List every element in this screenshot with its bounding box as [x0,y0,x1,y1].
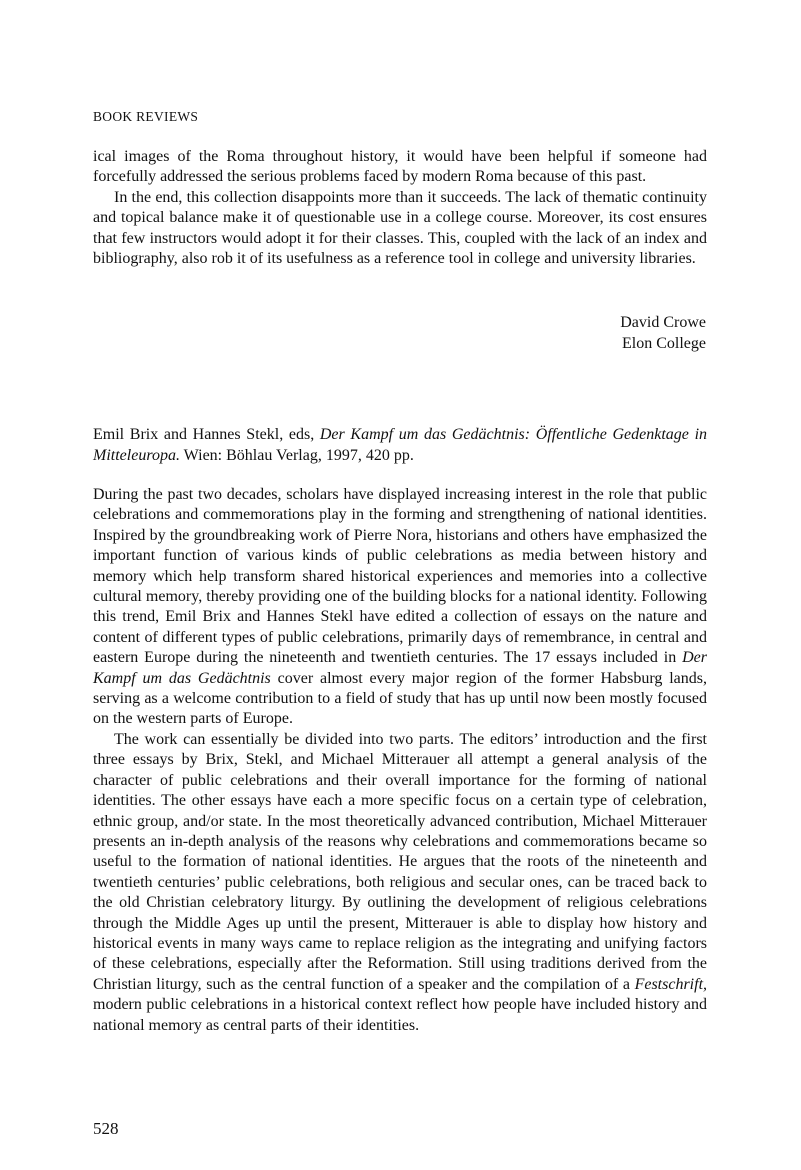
book-citation [93,424,707,466]
review-paragraph [93,485,707,730]
review-term: Festschrift, [634,975,708,993]
review-text: The work can essentially be divided into two parts. The editors’ introduction and the first three essays by Brix, Stekl, and Michael Mitterauer all attempt a general analysis of the character of public celebrations and their overall importance for the forming of national identities. The other essays have each a more specific focus on a certain type of celebration, ethnic group, and/or state. In the most theoretically advanced contribution, Michael Mitterauer presents an in-depth analysis of the reasons why celebrations and commemorations became so useful to the formation of national identities. He argues that the roots of the nineteenth and twentieth centuries’ public celebrations, both religious and secular ones, can be traced back to the old Christian celebratory liturgy. By outlining the development of religious celebrations through the Middle Ages up until the present, Mitterauer is able to display how history and historical events in many ways came to replace religion as the integrating and unifying factors of these celebrations, especially after the Reformation. Still using traditions derived from the Christian liturgy, such as the central function of a speaker and the compilation of a [93,730,707,993]
previous-review-paragraph: In the end, this collection disappoints more than it succeeds. The lack of thematic continuity and topical balance make it of questionable use in a college course. Moreover, its cost ensures that few instructors would adopt it for their classes. This, coupled with the lack of an index and bibliography, also rob it of its usefulness as a reference tool in college and university libraries. [93,188,707,268]
review-text: modern public celebrations in a historical context reflect how people have included history and national memory as central parts of their identities. [93,996,707,1034]
review-body [93,485,707,1036]
citation-editors: Emil Brix and Hannes Stekl, eds, [93,426,315,443]
review-text: During the past two decades, scholars have displayed increasing interest in the role that public celebrations and commemorations play in the forming and strengthening of national identities. Inspired by the groundbreaking work of Pierre Nora, historians and others have emphasized the important function of various kinds of public celebrations as media between history and memory which help transform shared historical experiences and memories into a collective cultural memory, thereby providing one of the building blocks for a national identity. Following this trend, Emil Brix and Hannes Stekl have edited a collection of essays on the nature and content of different types of public celebrations, primarily days of remembrance, in central and eastern Europe during the nineteenth and twentieth centuries. The 17 essays included in [93,486,707,667]
review-paragraph [93,730,707,1036]
running-head: BOOK REVIEWS [93,109,199,124]
page-number: 528 [93,1119,119,1138]
previous-review-paragraph: ical images of the Roma throughout history, it would have been helpful if someone had forcefully addressed the serious problems faced by modern Roma because of this past. [93,148,707,186]
review-book-title: Der Kampf um das Gedächtnis [93,649,708,687]
reviewer-name: David Crowe [620,314,706,331]
citation-publication: Wien: Böhlau Verlag, 1997, 420 pp. [183,447,414,464]
review-text: cover almost every major region of the former Habsburg lands, serving as a welcome contribution to a field of study that has up until now been mostly focused on the western parts of Europe. [93,669,708,728]
reviewer-affiliation: Elon College [622,335,706,352]
previous-review-ending [93,147,707,269]
reviewer-signature [620,312,706,354]
citation-title: Der Kampf um das Gedächtnis: Öffentliche Gedenktage in Mitteleuropa. [93,426,708,464]
